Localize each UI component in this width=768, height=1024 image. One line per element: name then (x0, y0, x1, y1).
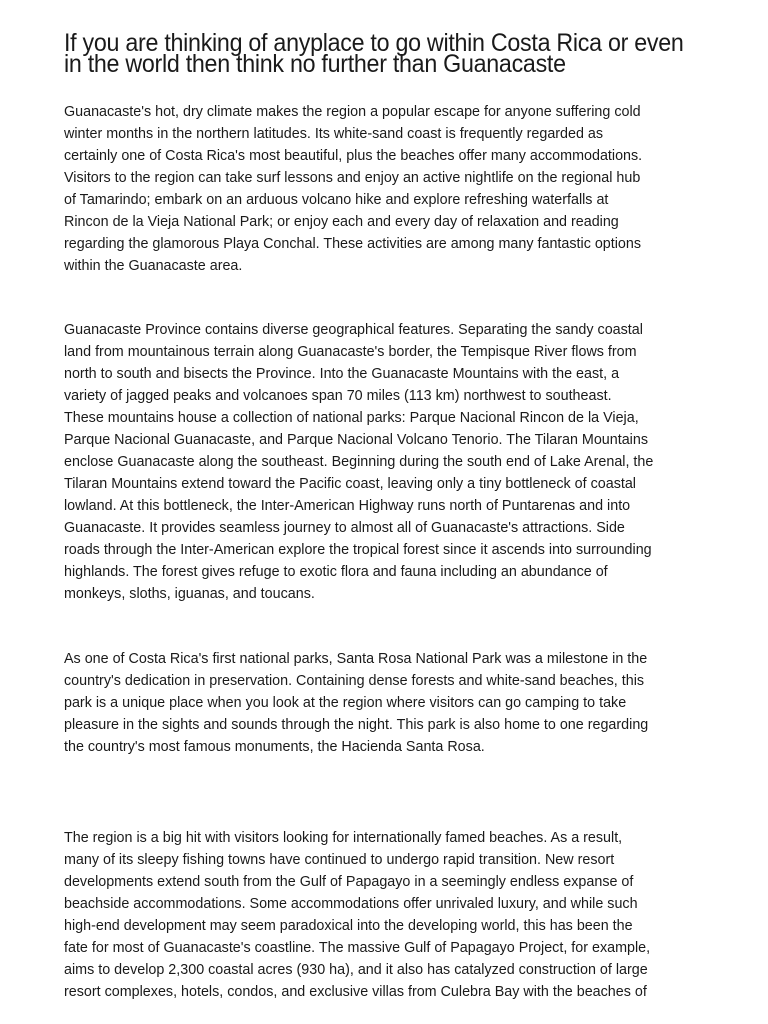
paragraph-line: winter months in the northern latitudes. Its white-sand coast is frequently regarded as (64, 125, 604, 142)
title-line: If you are thinking of anyplace to go within Costa Rica or even (64, 29, 684, 57)
paragraph-line: within the Guanacaste area. (64, 257, 243, 274)
paragraph-line: Guanacaste's hot, dry climate makes the region a popular escape for anyone suffering cold (64, 103, 641, 120)
paragraph-line: These mountains house a collection of national parks: Parque Nacional Rincon de la Vieja, (64, 409, 639, 426)
paragraph-line: resort complexes, hotels, condos, and exclusive villas from Culebra Bay with the beaches of (64, 983, 647, 1000)
paragraph-line: certainly one of Costa Rica's most beautiful, plus the beaches offer many accommodations. (64, 147, 643, 164)
paragraph-climate (64, 101, 669, 277)
paragraph-line: of Tamarindo; embark on an arduous volcano hike and explore refreshing waterfalls at (64, 191, 609, 208)
paragraph-line: lowland. At this bottleneck, the Inter-American Highway runs north of Puntarenas and into (64, 497, 631, 514)
paragraph-line: Visitors to the region can take surf lessons and enjoy an active nightlife on the regional hub (64, 169, 641, 186)
paragraph-line: developments extend south from the Gulf of Papagayo in a seemingly endless expanse of (64, 873, 634, 890)
paragraph-line: As one of Costa Rica's first national parks, Santa Rosa National Park was a milestone in the (64, 650, 648, 667)
paragraph-line: Tilaran Mountains extend toward the Pacific coast, leaving only a tiny bottleneck of coastal (64, 475, 637, 492)
paragraph-line: enclose Guanacaste along the southeast. Beginning during the south end of Lake Arenal, the (64, 453, 654, 470)
page-title (64, 29, 730, 78)
paragraph-line: high-end development may seem paradoxical into the developing world, this has been the (64, 917, 633, 934)
paragraph-line: Rincon de la Vieja National Park; or enjoy each and every day of relaxation and reading (64, 213, 619, 230)
paragraph-line: fate for most of Guanacaste's coastline. The massive Gulf of Papagayo Project, for example, (64, 939, 651, 956)
paragraph-line: regarding the glamorous Playa Conchal. These activities are among many fantastic options (64, 235, 642, 252)
paragraph-line: beachside accommodations. Some accommodations offer unrivaled luxury, and while such (64, 895, 638, 912)
paragraph-line: pleasure in the sights and sounds through the night. This park is also home to one regarding (64, 716, 649, 733)
title-line: in the world then think no further than Guanacaste (64, 50, 566, 78)
paragraph-geography (64, 319, 681, 605)
paragraph-santa-rosa (64, 648, 676, 758)
paragraph-line: Guanacaste. It provides seamless journey to almost all of Guanacaste's attractions. Side (64, 519, 625, 536)
paragraph-line: the country's most famous monuments, the Hacienda Santa Rosa. (64, 738, 485, 755)
paragraph-line: The region is a big hit with visitors looking for internationally famed beaches. As a result, (64, 829, 623, 846)
paragraph-line: aims to develop 2,300 coastal acres (930 ha), and it also has catalyzed construction of large (64, 961, 648, 978)
paragraph-line: many of its sleepy fishing towns have continued to undergo rapid transition. New resort (64, 851, 615, 868)
paragraph-line: monkeys, sloths, iguanas, and toucans. (64, 585, 315, 602)
paragraph-line: variety of jagged peaks and volcanoes span 70 miles (113 km) northwest to southeast. (64, 387, 612, 404)
paragraph-line: Parque Nacional Guanacaste, and Parque Nacional Volcano Tenorio. The Tilaran Mountains (64, 431, 648, 448)
paragraph-line: country's dedication in preservation. Containing dense forests and white-sand beaches, this (64, 672, 645, 689)
paragraph-line: north to south and bisects the Province. Into the Guanacaste Mountains with the east, a (64, 365, 620, 382)
paragraph-line: highlands. The forest gives refuge to exotic flora and fauna including an abundance of (64, 563, 608, 580)
paragraph-development (64, 827, 678, 1003)
paragraph-line: roads through the Inter-American explore the tropical forest since it ascends into surrounding (64, 541, 652, 558)
paragraph-line: park is a unique place when you look at the region where visitors can go camping to take (64, 694, 627, 711)
paragraph-line: Guanacaste Province contains diverse geographical features. Separating the sandy coastal (64, 321, 643, 338)
paragraph-line: land from mountainous terrain along Guanacaste's border, the Tempisque River flows from (64, 343, 637, 360)
